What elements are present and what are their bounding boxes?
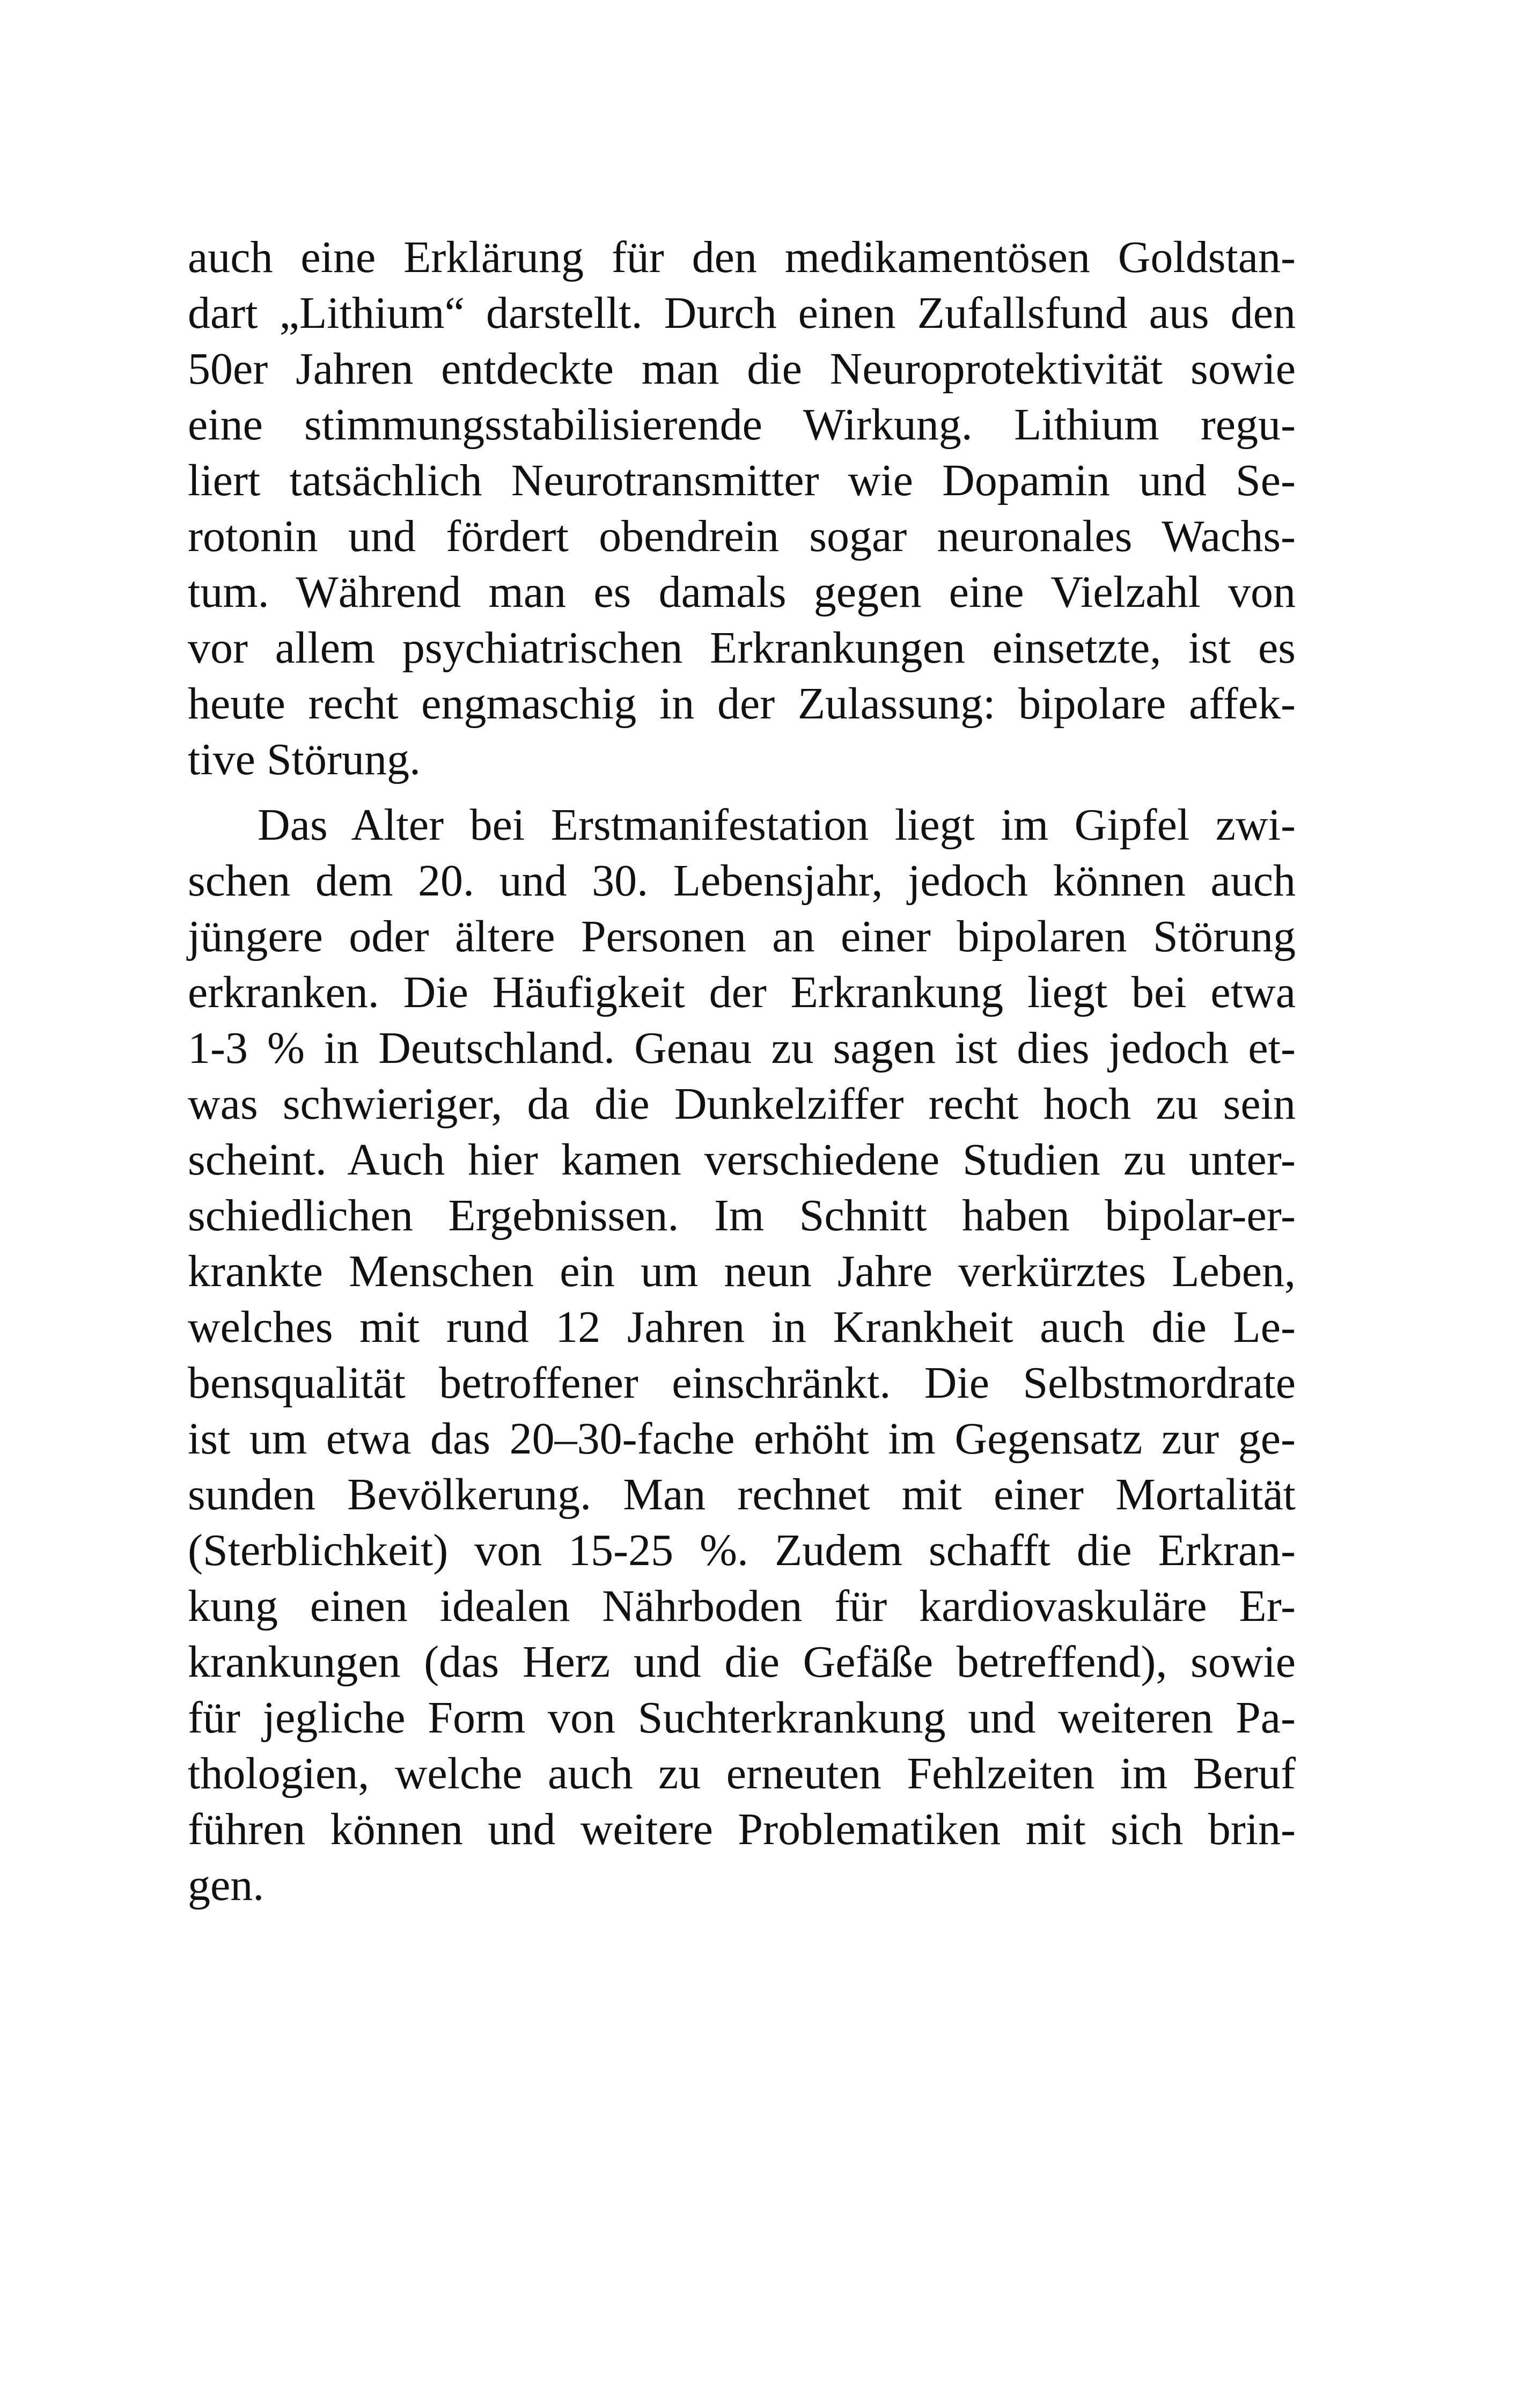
text-line: kung einen idealen Nährboden für kardiovaskuläre Er- [188,1581,1296,1631]
text-line: thologien, welche auch zu erneuten Fehlzeiten im Beruf [188,1749,1296,1798]
paragraph-epidemiology [188,797,1296,1913]
text-line: bensqualität betroffener einschränkt. Die Selbstmordrate [188,1358,1296,1408]
text-line: ist um etwa das 20–30-fache erhöht im Gegensatz zur ge- [188,1414,1296,1464]
text-line: schen dem 20. und 30. Lebensjahr, jedoch können auch [188,856,1296,906]
text-line: gen. [188,1860,264,1910]
text-line: für jegliche Form von Suchterkrankung und weiteren Pa- [188,1693,1296,1743]
text-line: erkranken. Die Häufigkeit der Erkrankung liegt bei etwa [188,967,1296,1017]
text-line: schiedlichen Ergebnissen. Im Schnitt haben bipolar-er- [188,1191,1296,1240]
paragraph-lithium [188,230,1296,788]
text-line: führen können und weitere Problematiken mit sich brin- [188,1804,1296,1854]
text-line: krankte Menschen ein um neun Jahre verkürztes Leben, [188,1246,1296,1296]
text-line: tum. Während man es damals gegen eine Vielzahl von [188,567,1296,617]
paragraph-gap [188,788,1296,797]
text-line: auch eine Erklärung für den medikamentösen Goldstan- [188,232,1296,282]
text-line: jüngere oder ältere Personen an einer bipolaren Störung [188,912,1296,961]
text-line: dart „Lithium“ darstellt. Durch einen Zufallsfund aus den [188,288,1296,338]
text-line: eine stimmungsstabilisierende Wirkung. Lithium regu- [188,400,1296,450]
text-line: (Sterblichkeit) von 15-25 %. Zudem schafft die Erkran- [188,1525,1296,1575]
text-line: sunden Bevölkerung. Man rechnet mit einer Mortalität [188,1470,1296,1519]
text-line: tive Störung. [188,735,421,784]
text-line: krankungen (das Herz und die Gefäße betreffend), sowie [188,1637,1296,1687]
text-line: scheint. Auch hier kamen verschiedene Studien zu unter- [188,1135,1296,1185]
text-line: vor allem psychiatrischen Erkrankungen einsetzte, ist es [188,623,1296,673]
text-line: rotonin und fördert obendrein sogar neuronales Wachs- [188,511,1296,561]
text-line: Das Alter bei Erstmanifestation liegt im Gipfel zwi- [258,800,1296,850]
text-line: liert tatsächlich Neurotransmitter wie Dopamin und Se- [188,456,1296,505]
text-line: was schwieriger, da die Dunkelziffer recht hoch zu sein [188,1079,1296,1129]
text-line: 50er Jahren entdeckte man die Neuroprotektivität sowie [188,344,1296,394]
text-line: welches mit rund 12 Jahren in Krankheit auch die Le- [188,1302,1296,1352]
body-text [188,230,1296,1913]
text-line: 1-3 % in Deutschland. Genau zu sagen ist dies jedoch et- [188,1023,1296,1073]
text-line: heute recht engmaschig in der Zulassung: bipolare affek- [188,679,1296,729]
